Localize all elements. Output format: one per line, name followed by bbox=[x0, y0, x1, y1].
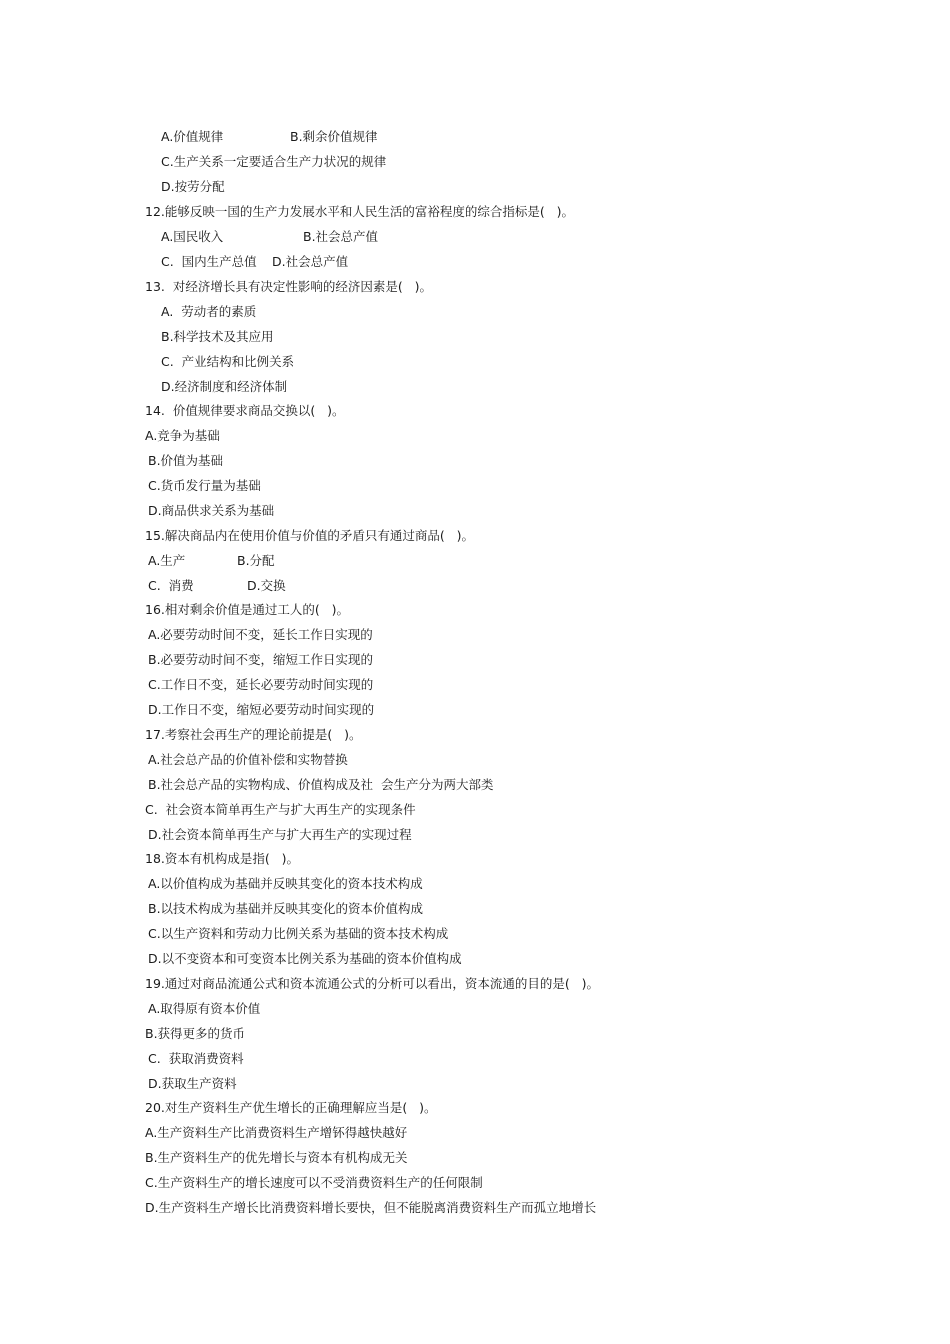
q20-option-b: B.生产资料生产的优先增长与资本有机构成无关 bbox=[145, 1150, 408, 1165]
q13-option-c: C. 产业结构和比例关系 bbox=[161, 354, 295, 369]
q15-option-d: D.交换 bbox=[247, 578, 286, 593]
q16-option-c: C.工作日不变，延长必要劳动时间实现的 bbox=[148, 677, 374, 692]
q20-option-c: C.生产资料生产的增长速度可以不受消费资料生产的任何限制 bbox=[145, 1175, 483, 1190]
q16-option-a: A.必要劳动时间不变，延长工作日实现的 bbox=[148, 627, 373, 642]
q12-option-a: A.国民收入 bbox=[161, 229, 224, 244]
q15-option-c: C. 消费 bbox=[148, 578, 194, 593]
q17-option-c: C. 社会资本简单再生产与扩大再生产的实现条件 bbox=[145, 802, 416, 817]
q13-option-a: A. 劳动者的素质 bbox=[161, 304, 257, 319]
q18-option-d: D.以不变资本和可变资本比例关系为基础的资本价值构成 bbox=[148, 951, 462, 966]
q19-stem: 19.通过对商品流通公式和资本流通公式的分析可以看出，资本流通的目的是( )。 bbox=[145, 976, 600, 991]
q16-option-b: B.必要劳动时间不变，缩短工作日实现的 bbox=[148, 652, 374, 667]
q17-option-b: B.社会总产品的实物构成、价值构成及社 会生产分为两大部类 bbox=[148, 777, 494, 792]
q16-stem: 16.相对剩余价值是通过工人的( )。 bbox=[145, 602, 350, 617]
q20-option-a: A.生产资料生产比消费资料生产增钚得越快越好 bbox=[145, 1125, 408, 1140]
q18-option-a: A.以价值构成为基础并反映其变化的资本技术构成 bbox=[148, 876, 423, 891]
q13-option-d: D.经济制度和经济体制 bbox=[161, 379, 288, 394]
q14-option-b: B.价值为基础 bbox=[148, 453, 224, 468]
q11-option-b: B.剩余价值规律 bbox=[290, 129, 378, 144]
q14-stem: 14. 价值规律要求商品交换以( )。 bbox=[145, 403, 345, 418]
q14-option-a: A.竞争为基础 bbox=[145, 428, 220, 443]
q19-option-d: D.获取生产资料 bbox=[148, 1076, 237, 1091]
q12-option-d: D.社会总产值 bbox=[272, 254, 349, 269]
q14-option-d: D.商品供求关系为基础 bbox=[148, 503, 275, 518]
q19-option-b: B.获得更多的货币 bbox=[145, 1026, 246, 1041]
q20-option-d: D.生产资料生产增长比消费资料增长要快，但不能脱离消费资料生产而孤立地增长 bbox=[145, 1200, 597, 1215]
q17-option-a: A.社会总产品的价值补偿和实物替换 bbox=[148, 752, 348, 767]
q19-option-c: C. 获取消费资料 bbox=[148, 1051, 244, 1066]
q11-option-c: C.生产关系一定要适合生产力状况的规律 bbox=[161, 154, 387, 169]
q12-option-c: C. 国内生产总值 bbox=[161, 254, 257, 269]
q17-option-d: D.社会资本简单再生产与扩大再生产的实现过程 bbox=[148, 827, 412, 842]
q19-option-a: A.取得原有资本价值 bbox=[148, 1001, 261, 1016]
q16-option-d: D.工作日不变，缩短必要劳动时间实现的 bbox=[148, 702, 375, 717]
q13-stem: 13. 对经济增长具有决定性影响的经济因素是( )。 bbox=[145, 279, 433, 294]
q12-stem: 12.能够反映一国的生产力发展水平和人民生活的富裕程度的综合指标是( )。 bbox=[145, 204, 575, 219]
q20-stem: 20.对生产资料生产优生增长的正确理解应当是( )。 bbox=[145, 1100, 437, 1115]
q14-option-c: C.货币发行量为基础 bbox=[148, 478, 261, 493]
q13-option-b: B.科学技术及其应用 bbox=[161, 329, 274, 344]
q17-stem: 17.考察社会再生产的理论前提是( )。 bbox=[145, 727, 362, 742]
q15-option-a: A.生产 bbox=[148, 553, 186, 568]
q12-option-b: B.社会总产值 bbox=[303, 229, 379, 244]
q15-stem: 15.解决商品内在使用价值与价值的矛盾只有通过商品( )。 bbox=[145, 528, 475, 543]
q11-option-a: A.价值规律 bbox=[161, 129, 224, 144]
q11-option-d: D.按劳分配 bbox=[161, 179, 225, 194]
q18-option-c: C.以生产资料和劳动力比例关系为基础的资本技术构成 bbox=[148, 926, 449, 941]
q18-stem: 18.资本有机构成是指( )。 bbox=[145, 851, 300, 866]
q18-option-b: B.以技术构成为基础并反映其变化的资本价值构成 bbox=[148, 901, 424, 916]
q15-option-b: B.分配 bbox=[237, 553, 275, 568]
